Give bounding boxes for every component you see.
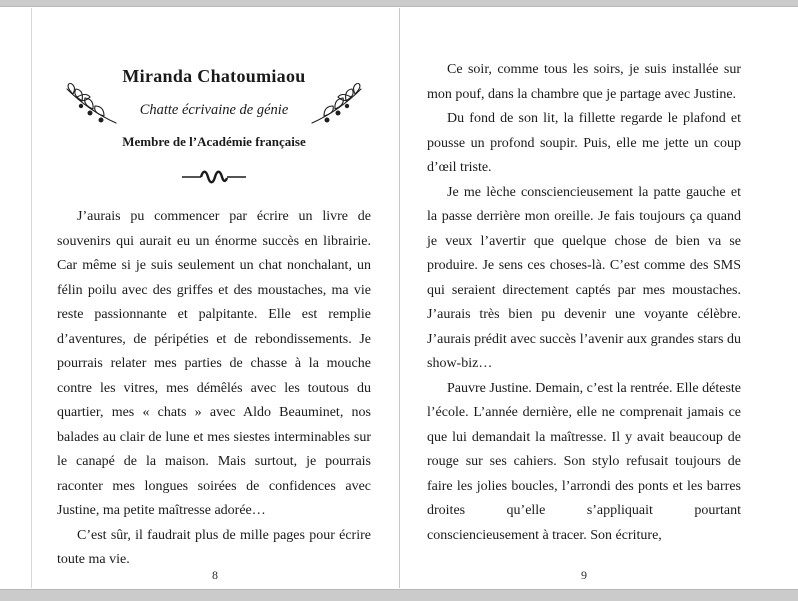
left-page-body [57, 205, 371, 573]
paragraph: Je me lèche consciencieusement la patte gauche et la passe derrière mon oreille. Je fais toujours ça quand je veux l’avertir que quelque chose de bien va se produire. Je sens ces choses-là. C’est comme des SMS qui seraient directement captés par mes moustaches. J’aurais très bien pu devenir une voyante célèbre. J’aurais prédit avec succès l’avenir aux grandes stars du show-biz… [427, 184, 741, 371]
reader-bottom-frame [0, 589, 798, 601]
right-page-body [427, 58, 741, 548]
reader-top-frame [0, 0, 798, 7]
olive-branch-right-icon [310, 83, 364, 134]
paragraph: Pauvre Justine. Demain, c’est la rentrée. Elle déteste l’école. L’année dernière, elle ne comprenait jamais ce que lui demandait la maîtresse. Il y avait beaucoup de rouge sur ses cahiers. Son stylo refusait toujours de faire les jolies boucles, l’arrondi des ponts et les barres droites qu’elle s’appliquait pourtant consciencieusement à tracer. Son écriture, [427, 380, 741, 543]
right-page-number: 9 [581, 568, 587, 582]
paragraph: Du fond de son lit, la fillette regarde le plafond et pousse un profond soupir. Puis, elle me jette un coup d’œil triste. [427, 111, 741, 175]
author-title: Miranda Chatoumiaou [122, 66, 306, 86]
paragraph: C’est sûr, il faudrait plus de mille pages pour écrire toute ma vie. [57, 527, 371, 567]
left-page [32, 8, 398, 588]
right-page [401, 8, 767, 588]
section-divider [57, 170, 371, 189]
left-page-number: 8 [212, 568, 218, 582]
author-subtitle: Chatte écrivaine de génie [139, 102, 289, 118]
chapter-heading [57, 66, 371, 150]
author-membership: Membre de l’Académie française [122, 134, 306, 149]
book-gutter-divider [399, 8, 400, 588]
olive-branch-left-icon [64, 83, 118, 134]
wave-divider-icon [182, 170, 246, 184]
paragraph: J’aurais pu commencer par écrire un livre de souvenirs qui aurait eu un énorme succès en librairie. Car même si je suis seulement un chat nonchalant, un félin poilu avec des griffes et des moustaches, ma vie reste passionnante et palpitante. Elle est remplie d’aventures, de péripéties et de rebondissements. Je pourrais relater mes parties de chasse à la mouche contre les vitres, mes démêlés avec les toutous du quartier, mes « chats » avec Aldo Beauminet, nos balades au clair de lune et mes siestes interminables sur le canapé de la maison. Mais surtout, je pourrais raconter mes longues soirées de confidences avec Justine, ma petite maîtresse adorée… [57, 209, 371, 518]
paragraph: Ce soir, comme tous les soirs, je suis installée sur mon pouf, dans la chambre que je partage avec Justine. [427, 62, 741, 102]
